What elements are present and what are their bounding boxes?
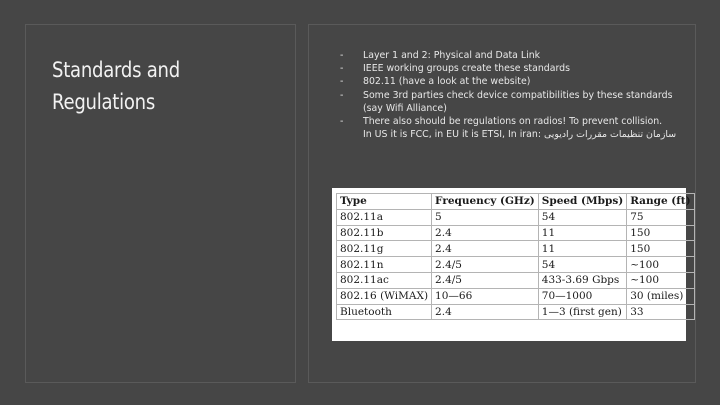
table-cell: 70—1000 [538,288,626,304]
table-cell: 802.11n [337,257,432,273]
bullet-item [340,49,700,62]
table-cell: 802.11ac [337,272,432,288]
bullet-dash: - [340,63,344,75]
table-cell: 2.4/5 [432,272,539,288]
table-cell: 5 [432,209,539,225]
table-cell: 150 [627,241,694,257]
bullet-subtext: (say Wifi Alliance) [363,102,447,114]
bullet-item [340,115,700,141]
table-cell: 75 [627,209,694,225]
table-cell: ~100 [627,257,694,273]
column-header-speed: Speed (Mbps) [538,194,626,210]
table-cell: 10—66 [432,288,539,304]
table-cell: 802.11a [337,209,432,225]
table-cell: 11 [538,225,626,241]
table-row [337,241,695,257]
table-row [337,288,695,304]
table-cell: ~100 [627,272,694,288]
bullet-item [340,75,700,88]
bullet-dash: - [340,50,344,61]
table-cell: 2.4 [432,304,539,320]
bullet-list [340,49,700,141]
table-cell: 54 [538,257,626,273]
table-row [337,304,695,320]
bullet-text: Layer 1 and 2: Physical and Data Link [363,50,541,61]
bullet-text: 802.11 (have a look at the website) [363,76,531,88]
table-cell: 1—3 (first gen) [538,304,626,320]
bullet-item [340,89,700,115]
slide-title-line-1: Standards and [52,58,180,82]
bullet-dash: - [340,89,344,101]
table-cell: 33 [627,304,694,320]
wifi-standards-table-image [332,188,691,341]
bullet-text: Some 3rd parties check device compatibilities by these standards [363,89,673,101]
table-cell: 2.4/5 [432,257,539,273]
table-cell: 802.16 (WiMAX) [337,288,432,304]
table-cell: 150 [627,225,694,241]
bullet-item [340,62,700,75]
table-cell: 54 [538,209,626,225]
bullet-dash: - [340,116,344,128]
slide-title-line-2: Regulations [52,90,156,114]
table-cell: 11 [538,241,626,257]
bullet-text: There also should be regulations on radios! To prevent collision. [363,116,663,128]
table-row [337,209,695,225]
table-cell: 30 (miles) [627,288,694,304]
table-row [337,225,695,241]
table-header-row [337,194,695,210]
bullet-text: IEEE working groups create these standards [363,63,570,75]
column-header-range: Range (ft) [627,194,694,210]
column-header-frequency: Frequency (GHz) [432,194,539,210]
bullet-dash: - [340,76,344,88]
table-cell: 802.11g [337,241,432,257]
column-header-type: Type [337,194,432,210]
bullet-subtext: In US it is FCC, in EU it is ETSI, In iran: سازمان تنظیمات مقررات رادیویی [363,129,677,141]
table-row [337,272,695,288]
table-cell: 2.4 [432,241,539,257]
table-row [337,257,695,273]
slide-title [52,54,250,118]
table-cell: 433-3.69 Gbps [538,272,626,288]
table-cell: Bluetooth [337,304,432,320]
table-cell: 802.11b [337,225,432,241]
wifi-standards-table [336,193,695,320]
table-cell: 2.4 [432,225,539,241]
